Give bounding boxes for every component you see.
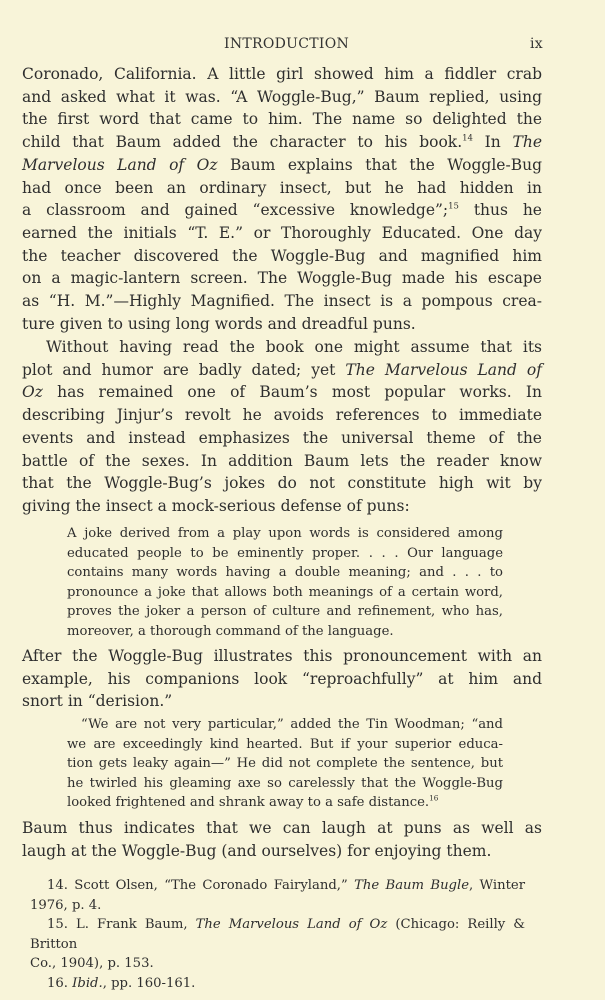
text-line bbox=[22, 359, 542, 382]
paragraph-reproachfully bbox=[22, 645, 542, 713]
text: Coronado, California. A little girl showed him a fiddler crab bbox=[22, 65, 542, 83]
text: 14. Scott Olsen, “The Coronado Fairyland,” bbox=[47, 878, 355, 893]
text-line bbox=[22, 199, 542, 222]
text-line bbox=[22, 108, 542, 131]
text: pronounce a joke that allows both meanings of a certain word, bbox=[67, 584, 503, 600]
text: , pp. 160-161. bbox=[102, 975, 196, 991]
text-line bbox=[22, 86, 542, 109]
text: he twirled his gleaming axe so carelessly that the Woggle-Bug bbox=[67, 775, 503, 791]
footnote bbox=[30, 915, 525, 974]
paragraph-conclusion bbox=[22, 817, 542, 862]
text: Without having read the book one might assume that its bbox=[46, 338, 542, 356]
text-line bbox=[30, 876, 525, 896]
text: (Chicago: Reilly & Britton bbox=[30, 917, 526, 952]
text: Co., 1904), p. 153. bbox=[30, 956, 154, 972]
text: that the Woggle-Bug’s jokes do not constitute high wit by bbox=[22, 474, 542, 493]
italic-text: The Baum Bugle bbox=[354, 878, 470, 893]
text: child that Baum added the character to his book. bbox=[22, 133, 463, 152]
italic-text: Ibid. bbox=[72, 975, 103, 991]
text-line bbox=[30, 896, 525, 916]
text-line bbox=[22, 840, 542, 863]
text: , Winter bbox=[469, 878, 525, 893]
text: After the Woggle-Bug illustrates this pronouncement with an bbox=[22, 647, 542, 665]
text-line bbox=[67, 524, 503, 544]
text: looked frightened and shrank away to a safe distance. bbox=[67, 795, 430, 810]
text-line bbox=[30, 915, 525, 954]
text: example, his companions look “reproachfully” at him and bbox=[22, 669, 542, 688]
text: events and instead emphasizes the universal theme of the bbox=[22, 428, 542, 447]
running-header: INTRODUCTION bbox=[224, 36, 350, 52]
footnotes bbox=[30, 876, 525, 994]
text: 16. bbox=[47, 975, 73, 991]
footnote-reference: 14 bbox=[462, 133, 473, 144]
text-line bbox=[22, 313, 542, 336]
italic-text: Marvelous Land of Oz bbox=[22, 155, 218, 174]
footnote-reference: 16 bbox=[429, 793, 439, 803]
text: the teacher discovered the Woggle-Bug and magnified him bbox=[22, 246, 542, 265]
text-line bbox=[22, 817, 542, 840]
italic-text: Oz bbox=[22, 383, 43, 402]
text: giving the insect a mock-serious defense of puns: bbox=[22, 496, 410, 515]
italic-text: The bbox=[512, 133, 542, 152]
text: In bbox=[472, 133, 513, 152]
text-line bbox=[22, 290, 542, 313]
text: contains many words having a double meaning; and . . . to bbox=[67, 565, 503, 580]
text-line bbox=[22, 495, 542, 518]
text-line bbox=[67, 622, 503, 642]
text-line bbox=[67, 715, 503, 735]
text: Baum explains that the Woggle-Bug bbox=[217, 155, 542, 174]
text-line bbox=[67, 754, 503, 774]
text-line bbox=[67, 583, 503, 603]
text: the first word that came to him. The name so delighted the bbox=[22, 110, 542, 129]
text: earned the initials “T. E.” or Thoroughly Educated. One day bbox=[22, 223, 542, 242]
footnote bbox=[30, 974, 525, 994]
text: tion gets leaky again—” He did not complete the sentence, but bbox=[67, 756, 503, 771]
text-line bbox=[22, 336, 542, 359]
text: A joke derived from a play upon words is considered among bbox=[67, 526, 503, 541]
text-line bbox=[67, 563, 503, 583]
text: battle of the sexes. In addition Baum lets the reader know bbox=[22, 451, 542, 470]
text-line bbox=[22, 131, 542, 154]
text: we are exceedingly kind hearted. But if your superior educa- bbox=[67, 736, 503, 752]
block-quote-tin-woodman bbox=[67, 715, 503, 813]
text: ture given to using long words and dreadful puns. bbox=[22, 314, 416, 333]
text-line bbox=[22, 267, 542, 290]
text: laugh at the Woggle-Bug (and ourselves) for enjoying them. bbox=[22, 841, 492, 860]
text-line bbox=[22, 63, 542, 86]
text-line bbox=[30, 974, 525, 994]
text-line bbox=[30, 954, 525, 974]
text: a classroom and gained “excessive knowledge”; bbox=[22, 201, 449, 220]
text-line bbox=[22, 154, 542, 177]
paragraph-woggle-bug-origin bbox=[22, 63, 542, 335]
text: as “H. M.”—Highly Magnified. The insect is a pompous crea- bbox=[22, 292, 542, 311]
text: “We are not very particular,” added the Tin Woodman; “and bbox=[81, 717, 503, 732]
text: 15. L. Frank Baum, bbox=[47, 917, 196, 933]
text: Baum thus indicates that we can laugh at puns as well as bbox=[22, 819, 542, 837]
text-line bbox=[67, 544, 503, 564]
text-line bbox=[67, 735, 503, 755]
text: and asked what it was. “A Woggle-Bug,” Baum replied, using bbox=[22, 87, 542, 106]
text: 1976, p. 4. bbox=[30, 897, 102, 913]
text-line bbox=[22, 245, 542, 268]
text-line bbox=[22, 381, 542, 404]
text-line bbox=[67, 602, 503, 622]
block-quote-puns bbox=[67, 524, 503, 641]
text-line bbox=[22, 450, 542, 473]
footnote-reference: 15 bbox=[448, 201, 459, 212]
text: moreover, a thorough command of the language. bbox=[67, 623, 394, 639]
text: proves the joker a person of culture and refinement, who has, bbox=[67, 604, 503, 619]
text-line bbox=[22, 427, 542, 450]
text: had once been an ordinary insect, but he had hidden in bbox=[22, 178, 542, 197]
text-line bbox=[22, 690, 542, 713]
text: plot and humor are badly dated; yet bbox=[22, 360, 346, 379]
footnote bbox=[30, 876, 525, 915]
text-line bbox=[22, 645, 542, 668]
text: snort in “derision.” bbox=[22, 692, 173, 711]
italic-text: The Marvelous Land of Oz bbox=[195, 917, 388, 933]
text-line bbox=[67, 774, 503, 794]
text: educated people to be eminently proper. . . . Our language bbox=[67, 545, 503, 561]
paragraph-humor-not-dated bbox=[22, 336, 542, 518]
page-number: ix bbox=[530, 36, 543, 52]
text-line bbox=[22, 668, 542, 691]
text-line bbox=[22, 404, 542, 427]
text-line bbox=[22, 222, 542, 245]
text: thus he bbox=[458, 201, 542, 220]
text: describing Jinjur’s revolt he avoids references to immediate bbox=[22, 406, 542, 425]
text-line bbox=[67, 793, 503, 813]
text: on a magic-lantern screen. The Woggle-Bug made his escape bbox=[22, 269, 542, 288]
text-line bbox=[22, 177, 542, 200]
text: has remained one of Baum’s most popular works. In bbox=[42, 383, 542, 402]
italic-text: The Marvelous Land of bbox=[345, 360, 543, 379]
text-line bbox=[22, 472, 542, 495]
